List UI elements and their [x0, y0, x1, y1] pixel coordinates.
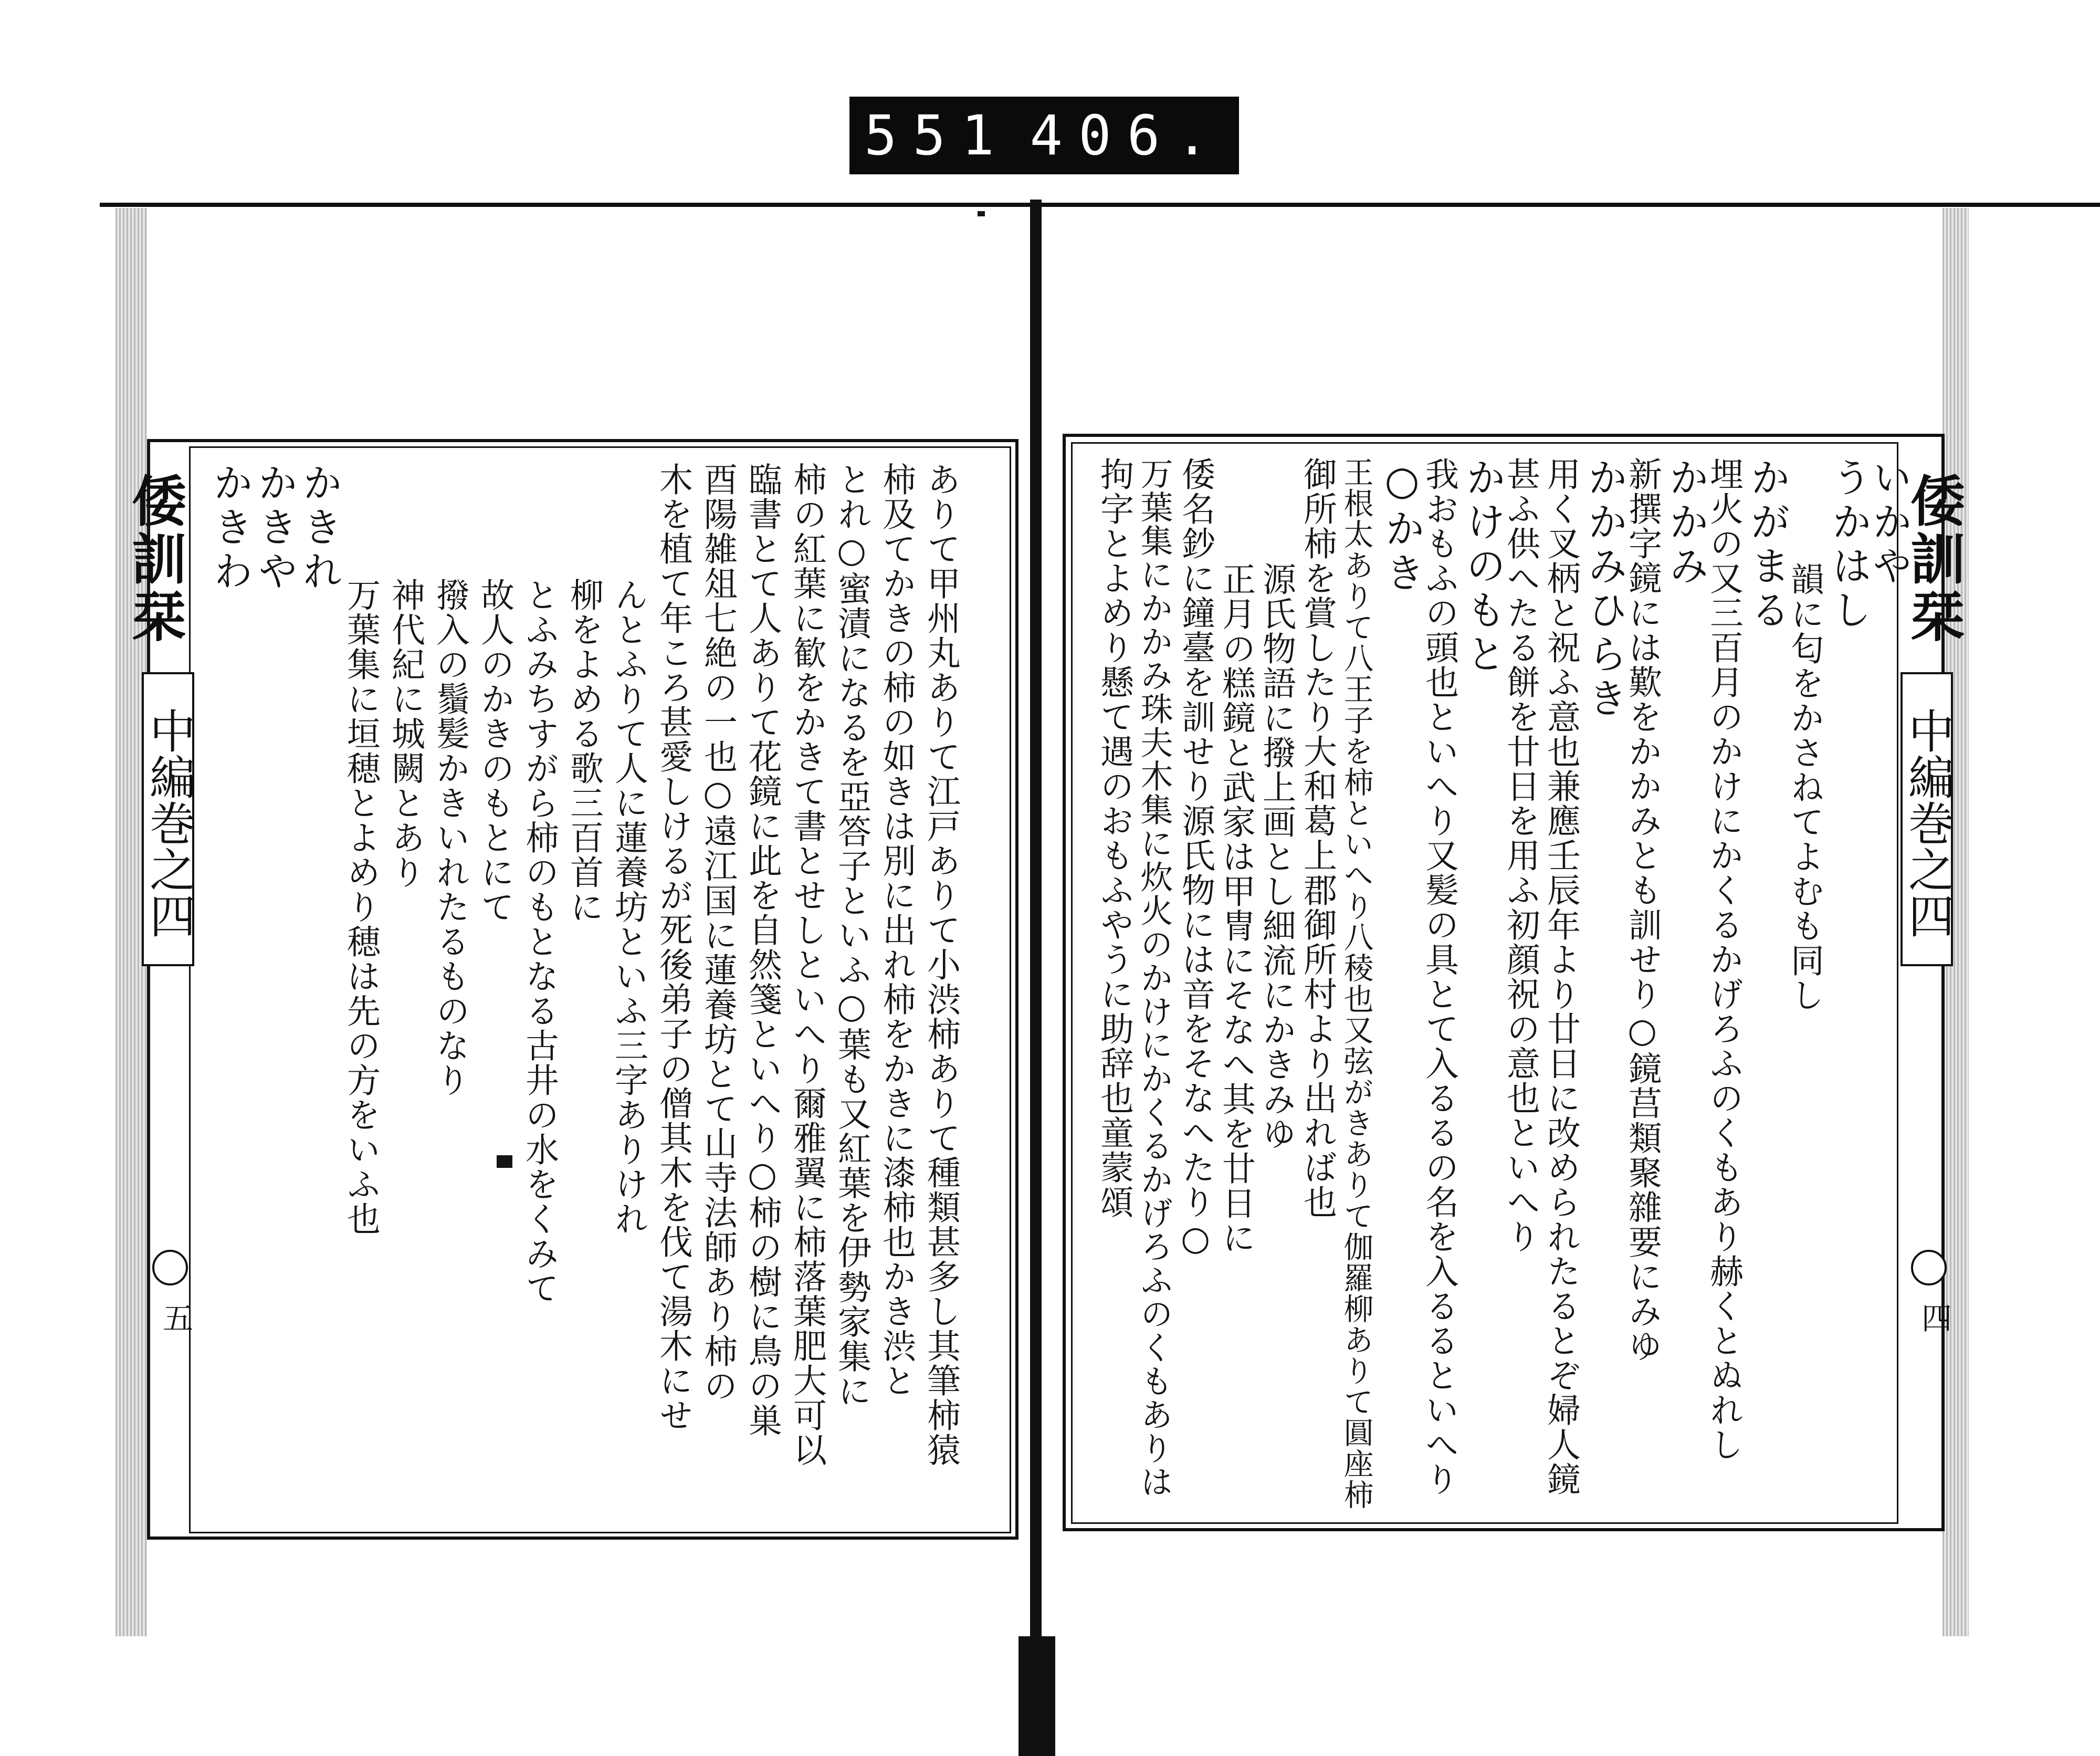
top-rule [100, 203, 2100, 207]
right_page-text-column: かかみ [1663, 457, 1709, 589]
left_page-text-column: 柳をよめる歌三百首に [564, 578, 603, 924]
left_page-text-column: 柿及てかきの柿の如きは別に出れ柿をかきに漆柿也かき渋と [877, 462, 916, 1398]
right_page-text-column: かけのもと [1460, 457, 1506, 677]
right_page-text-column: ○かき [1379, 457, 1425, 596]
label-right-number: 406. [1030, 103, 1224, 168]
right_page-text-column: 新撰字鏡には歎をかかみとも訓せり○鏡莒類聚雜要にみゆ [1623, 457, 1662, 1363]
right_page-text-column: 韻に匂をかさねてよむも同し [1785, 562, 1824, 1012]
right_page-text-column: かがまる [1744, 457, 1791, 633]
ink-speck [978, 211, 985, 216]
label-left-number: 551 [864, 103, 1010, 168]
right_page-text-column: 王根太ありて八王子を柿といへり八稜也又弦がきありて伽羅柳ありて圓座柿 [1339, 457, 1373, 1510]
right-volume-label: 中編巻之四 [1901, 707, 1955, 938]
left-book-title: 倭訓栞 [122, 473, 187, 646]
left_page-text-column: 撥入の鬚髪かきいれたるものなり [430, 578, 469, 1098]
right_page-text-column: 用く叉柄と祝ふ意也兼應壬辰年より廿日に改められたるとぞ婦人鏡 [1541, 457, 1580, 1497]
left_page-text-column: 故人のかきのもとにて [475, 578, 514, 924]
ink-speck [497, 1155, 512, 1168]
right_page-text-column: 御所柿を賞したり大和葛上郡御所村より出れば也 [1298, 457, 1337, 1219]
right_page-text-column: うかはし [1825, 457, 1872, 633]
right_page-text-column: 万葉集にかかみ珠夫木集に炊火のかけにかくるかげろふのくもありは [1135, 457, 1173, 1499]
catalog-number-label [849, 97, 1239, 174]
book-spine [1030, 200, 1042, 1756]
right_page-text-column: 源氏物語に撥上画とし細流にかきみゆ [1257, 562, 1296, 1151]
left_page-text-column: かきれ [296, 462, 343, 594]
right_page-text-column: かかみひらき [1581, 457, 1628, 722]
left_page-text-column: 酉陽雑俎七絶の一也○遠江国に蓮養坊とて山寺法師あり柿の [698, 462, 737, 1403]
right-book-title: 倭訓栞 [1901, 473, 1966, 646]
right_page-text-column: 倭名鈔に鐘臺を訓せり源氏物には音をそなへたり○ [1176, 457, 1215, 1259]
right_page-text-column: いかや [1866, 457, 1913, 589]
left_page-text-column: とふみちすがら柿のもとなる古井の水をくみて [520, 578, 559, 1305]
left_page-text-column: 万葉集に垣穂とよめり穂は先の方をいふ也 [341, 578, 380, 1236]
left_page-text-column: とれ○蜜漬になるを亞答子といふ○葉も又紅葉を伊勢家集に [832, 462, 871, 1408]
right_page-text-column: 我おもふの頭也といへり又髪の具とて入るるの名を入るるといへり [1420, 457, 1458, 1497]
right_page-text-column: 拘字とよめり懸て遇のおもふやうに助辞也童蒙頌 [1095, 457, 1133, 1219]
right_page-text-column: 甚ふ供へたる餅を廿日を用ふ初顔祝の意也といへり [1501, 457, 1540, 1254]
left_page-text-column: 柿の紅葉に歓をかきて書とせしといへり爾雅翼に柿落葉肥大可以 [788, 462, 826, 1467]
left-volume-box [142, 672, 194, 966]
left-folio-circle [152, 1250, 188, 1285]
left_page-text-column: 木を植て年ころ甚愛しけるが死後弟子の僧其木を伐て湯木にせ [654, 462, 692, 1433]
left-volume-label: 中編巻之四 [142, 707, 196, 938]
right_page-text-column: 正月の糕鏡と武家は甲冑にそなへ其を廿日に [1216, 562, 1255, 1255]
left_page-text-column: ありて甲州丸ありて江戸ありて小渋柿ありて種類甚多し其筆柿猿 [921, 462, 960, 1467]
left_page-text-column: んとふりて人に蓮養坊といふ三字ありけれ [609, 578, 648, 1236]
right-folio-circle [1911, 1250, 1947, 1285]
left_page-text-column: かきわ [207, 462, 254, 594]
left-folio-number: 五 [158, 1302, 193, 1333]
right_page-text-column: 埋火の又三百月のかけにかくるかげろふのくもあり赫くとぬれし [1704, 457, 1743, 1462]
left_page-text-column: かきや [251, 462, 298, 594]
left_page-text-column: 神代紀に城闕とあり [386, 578, 425, 890]
left_page-text-column: 臨書とて人ありて花鏡に此を自然箋といへり○柿の樹に鳥の巣 [743, 462, 782, 1438]
right-volume-box [1900, 672, 1953, 966]
right-folio-number: 四 [1916, 1302, 1952, 1333]
